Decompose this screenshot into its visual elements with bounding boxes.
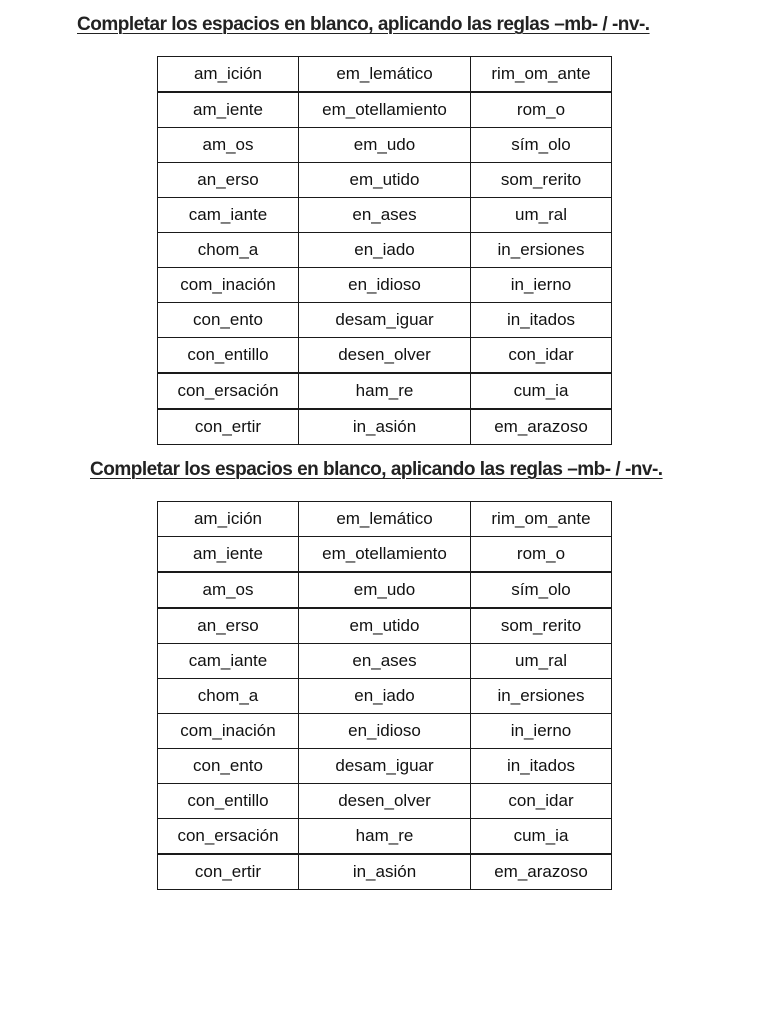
table-row (158, 163, 612, 198)
table-cell: um_ral (471, 644, 612, 679)
table-cell: am_iente (158, 92, 299, 128)
table-cell: con_idar (471, 784, 612, 819)
table-row (158, 502, 612, 537)
table-cell: cum_ia (471, 373, 612, 409)
word-table (157, 56, 612, 445)
table-cell: sím_olo (471, 572, 612, 608)
table-cell: en_ases (299, 644, 471, 679)
table-cell: in_ierno (471, 714, 612, 749)
table-cell: en_iado (299, 233, 471, 268)
table-cell: in_ersiones (471, 233, 612, 268)
table-row (158, 537, 612, 573)
table-row (158, 57, 612, 93)
table-row (158, 268, 612, 303)
table-cell: am_ición (158, 57, 299, 93)
word-table (157, 501, 612, 890)
table-cell: ham_re (299, 819, 471, 855)
table-row (158, 608, 612, 644)
table-cell: em_arazoso (471, 409, 612, 445)
table-row (158, 128, 612, 163)
table-cell: cam_iante (158, 644, 299, 679)
table-cell: cam_iante (158, 198, 299, 233)
table-cell: en_ases (299, 198, 471, 233)
table-cell: som_rerito (471, 608, 612, 644)
table-row (158, 644, 612, 679)
table-cell: con_entillo (158, 338, 299, 374)
table-row (158, 303, 612, 338)
table-cell: desam_iguar (299, 303, 471, 338)
table-row (158, 679, 612, 714)
table-row (158, 92, 612, 128)
table-cell: em_otellamiento (299, 92, 471, 128)
table-row (158, 784, 612, 819)
table-cell: en_idioso (299, 268, 471, 303)
table-row (158, 233, 612, 268)
table-cell: am_os (158, 572, 299, 608)
worksheet-title: Completar los espacios en blanco, aplicando las reglas –mb- / -nv-. (77, 14, 650, 35)
table-cell: ham_re (299, 373, 471, 409)
table-row (158, 714, 612, 749)
table-cell: con_ento (158, 749, 299, 784)
table-cell: em_otellamiento (299, 537, 471, 573)
table-cell: com_inación (158, 268, 299, 303)
table-cell: chom_a (158, 233, 299, 268)
table-row (158, 854, 612, 890)
table-cell: con_ertir (158, 409, 299, 445)
table-cell: con_ersación (158, 373, 299, 409)
table-cell: desen_olver (299, 784, 471, 819)
table-cell: an_erso (158, 163, 299, 198)
table-cell: sím_olo (471, 128, 612, 163)
table-cell: an_erso (158, 608, 299, 644)
table-row (158, 198, 612, 233)
table-cell: em_lemático (299, 57, 471, 93)
table-cell: am_os (158, 128, 299, 163)
table-row (158, 373, 612, 409)
table-cell: in_asión (299, 854, 471, 890)
table-cell: con_idar (471, 338, 612, 374)
table-cell: am_ición (158, 502, 299, 537)
table-cell: rom_o (471, 92, 612, 128)
table-cell: con_ertir (158, 854, 299, 890)
table-cell: con_entillo (158, 784, 299, 819)
table-cell: con_ersación (158, 819, 299, 855)
table-cell: um_ral (471, 198, 612, 233)
table-cell: som_rerito (471, 163, 612, 198)
table-row (158, 409, 612, 445)
table-cell: rom_o (471, 537, 612, 573)
table-cell: in_itados (471, 303, 612, 338)
table-cell: en_idioso (299, 714, 471, 749)
table-cell: rim_om_ante (471, 502, 612, 537)
table-cell: en_iado (299, 679, 471, 714)
table-cell: in_ersiones (471, 679, 612, 714)
table-cell: com_inación (158, 714, 299, 749)
worksheet-title: Completar los espacios en blanco, aplicando las reglas –mb- / -nv-. (90, 459, 663, 480)
table-cell: in_asión (299, 409, 471, 445)
table-cell: rim_om_ante (471, 57, 612, 93)
table-cell: em_utido (299, 608, 471, 644)
table-cell: em_lemático (299, 502, 471, 537)
table-cell: in_ierno (471, 268, 612, 303)
table-cell: em_arazoso (471, 854, 612, 890)
table-cell: in_itados (471, 749, 612, 784)
table-cell: cum_ia (471, 819, 612, 855)
table-row (158, 749, 612, 784)
table-cell: em_udo (299, 128, 471, 163)
table-row (158, 338, 612, 374)
table-cell: con_ento (158, 303, 299, 338)
table-cell: em_utido (299, 163, 471, 198)
table-row (158, 572, 612, 608)
table-cell: chom_a (158, 679, 299, 714)
table-cell: desen_olver (299, 338, 471, 374)
table-row (158, 819, 612, 855)
table-cell: am_iente (158, 537, 299, 573)
table-cell: desam_iguar (299, 749, 471, 784)
table-cell: em_udo (299, 572, 471, 608)
